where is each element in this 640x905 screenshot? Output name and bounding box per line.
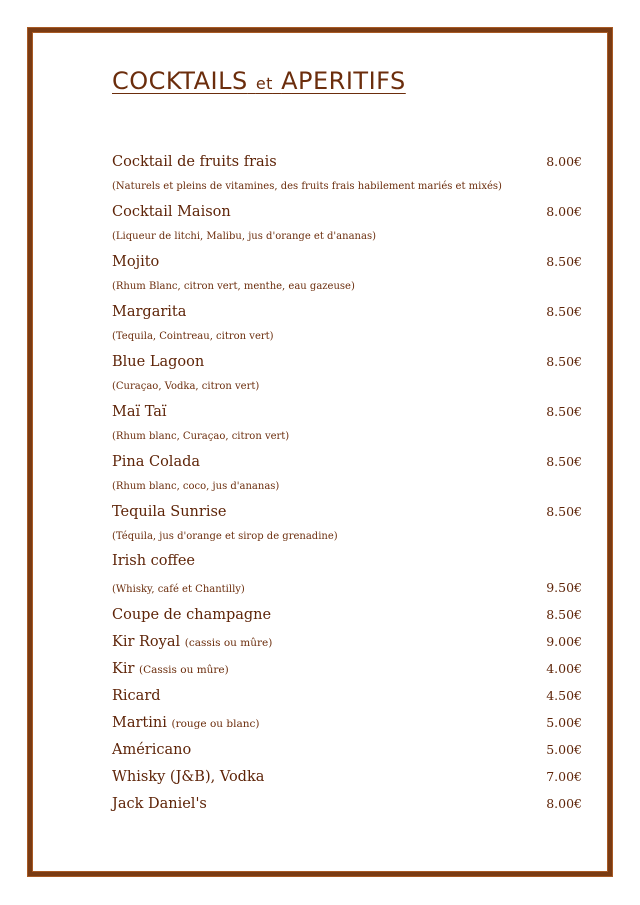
- menu-item: [112, 199, 582, 224]
- item-price: 5.00€: [546, 715, 582, 730]
- item-name: Blue Lagoon: [112, 354, 205, 370]
- item-price: 9.00€: [546, 634, 582, 649]
- item-name: Martini (rouge ou blanc): [112, 715, 260, 731]
- item-price: 8.50€: [546, 607, 582, 622]
- menu-item-detail: [112, 574, 582, 601]
- menu-item: [112, 499, 582, 524]
- item-price: 8.50€: [546, 404, 582, 419]
- menu-item: [112, 655, 582, 682]
- item-name: Cocktail Maison: [112, 204, 231, 220]
- menu-content: [112, 64, 582, 817]
- item-description: (Tequila, Cointreau, citron vert): [112, 331, 274, 342]
- item-description: (Téquila, jus d'orange et sirop de grenadine): [112, 531, 338, 542]
- item-price: 4.50€: [546, 688, 582, 703]
- item-description: (Curaçao, Vodka, citron vert): [112, 381, 260, 392]
- title-end: APERITIFS: [281, 67, 406, 95]
- item-description: (Rhum blanc, Curaçao, citron vert): [112, 431, 290, 442]
- item-name: Américano: [112, 742, 192, 758]
- item-price: 8.50€: [546, 354, 582, 369]
- item-price: 8.00€: [546, 154, 582, 169]
- item-price: 8.50€: [546, 304, 582, 319]
- item-name: Cocktail de fruits frais: [112, 154, 277, 170]
- menu-item: [112, 763, 582, 790]
- item-name: Coupe de champagne: [112, 607, 272, 623]
- page-title: [112, 64, 582, 101]
- item-name: Pina Colada: [112, 454, 201, 470]
- item-name: Ricard: [112, 688, 161, 704]
- item-price: 8.00€: [546, 796, 582, 811]
- item-name: Kir Royal (cassis ou mûre): [112, 634, 273, 650]
- item-price: 7.00€: [546, 769, 582, 784]
- menu-item: [112, 349, 582, 374]
- menu-item: [112, 449, 582, 474]
- item-name: Irish coffee: [112, 553, 195, 569]
- menu-item: [112, 399, 582, 424]
- menu-item: [112, 299, 582, 324]
- item-name: Kir (Cassis ou mûre): [112, 661, 229, 677]
- item-description: (Naturels et pleins de vitamines, des fruits frais habilement mariés et mixés): [112, 181, 502, 192]
- item-price: 9.50€: [546, 580, 582, 595]
- menu-item: [112, 601, 582, 628]
- item-name: Mojito: [112, 254, 160, 270]
- menu-item: [112, 249, 582, 274]
- item-name: Tequila Sunrise: [112, 504, 227, 520]
- title-main: COCKTAILS: [112, 67, 248, 95]
- menu-item: [112, 682, 582, 709]
- item-description: (Rhum blanc, coco, jus d'ananas): [112, 481, 280, 492]
- drinks-list: [112, 149, 582, 817]
- item-name: Margarita: [112, 304, 187, 320]
- title-connector: et: [255, 74, 273, 93]
- menu-item: [112, 790, 582, 817]
- menu-item: [112, 549, 582, 574]
- menu-item: [112, 149, 582, 174]
- menu-item: [112, 709, 582, 736]
- item-name: Jack Daniel's: [112, 796, 207, 812]
- item-price: 8.50€: [546, 454, 582, 469]
- item-price: 8.50€: [546, 504, 582, 519]
- menu-item: [112, 736, 582, 763]
- item-price: 5.00€: [546, 742, 582, 757]
- item-description: (Whisky, café et Chantilly): [112, 584, 245, 595]
- item-description: (Liqueur de litchi, Malibu, jus d'orange et d'ananas): [112, 231, 376, 242]
- item-price: 8.00€: [546, 204, 582, 219]
- item-price: 8.50€: [546, 254, 582, 269]
- item-description: (Rhum Blanc, citron vert, menthe, eau gazeuse): [112, 281, 355, 292]
- item-name: Maï Taï: [112, 404, 167, 420]
- menu-item: [112, 628, 582, 655]
- item-price: 4.00€: [546, 661, 582, 676]
- item-name: Whisky (J&B), Vodka: [112, 769, 265, 785]
